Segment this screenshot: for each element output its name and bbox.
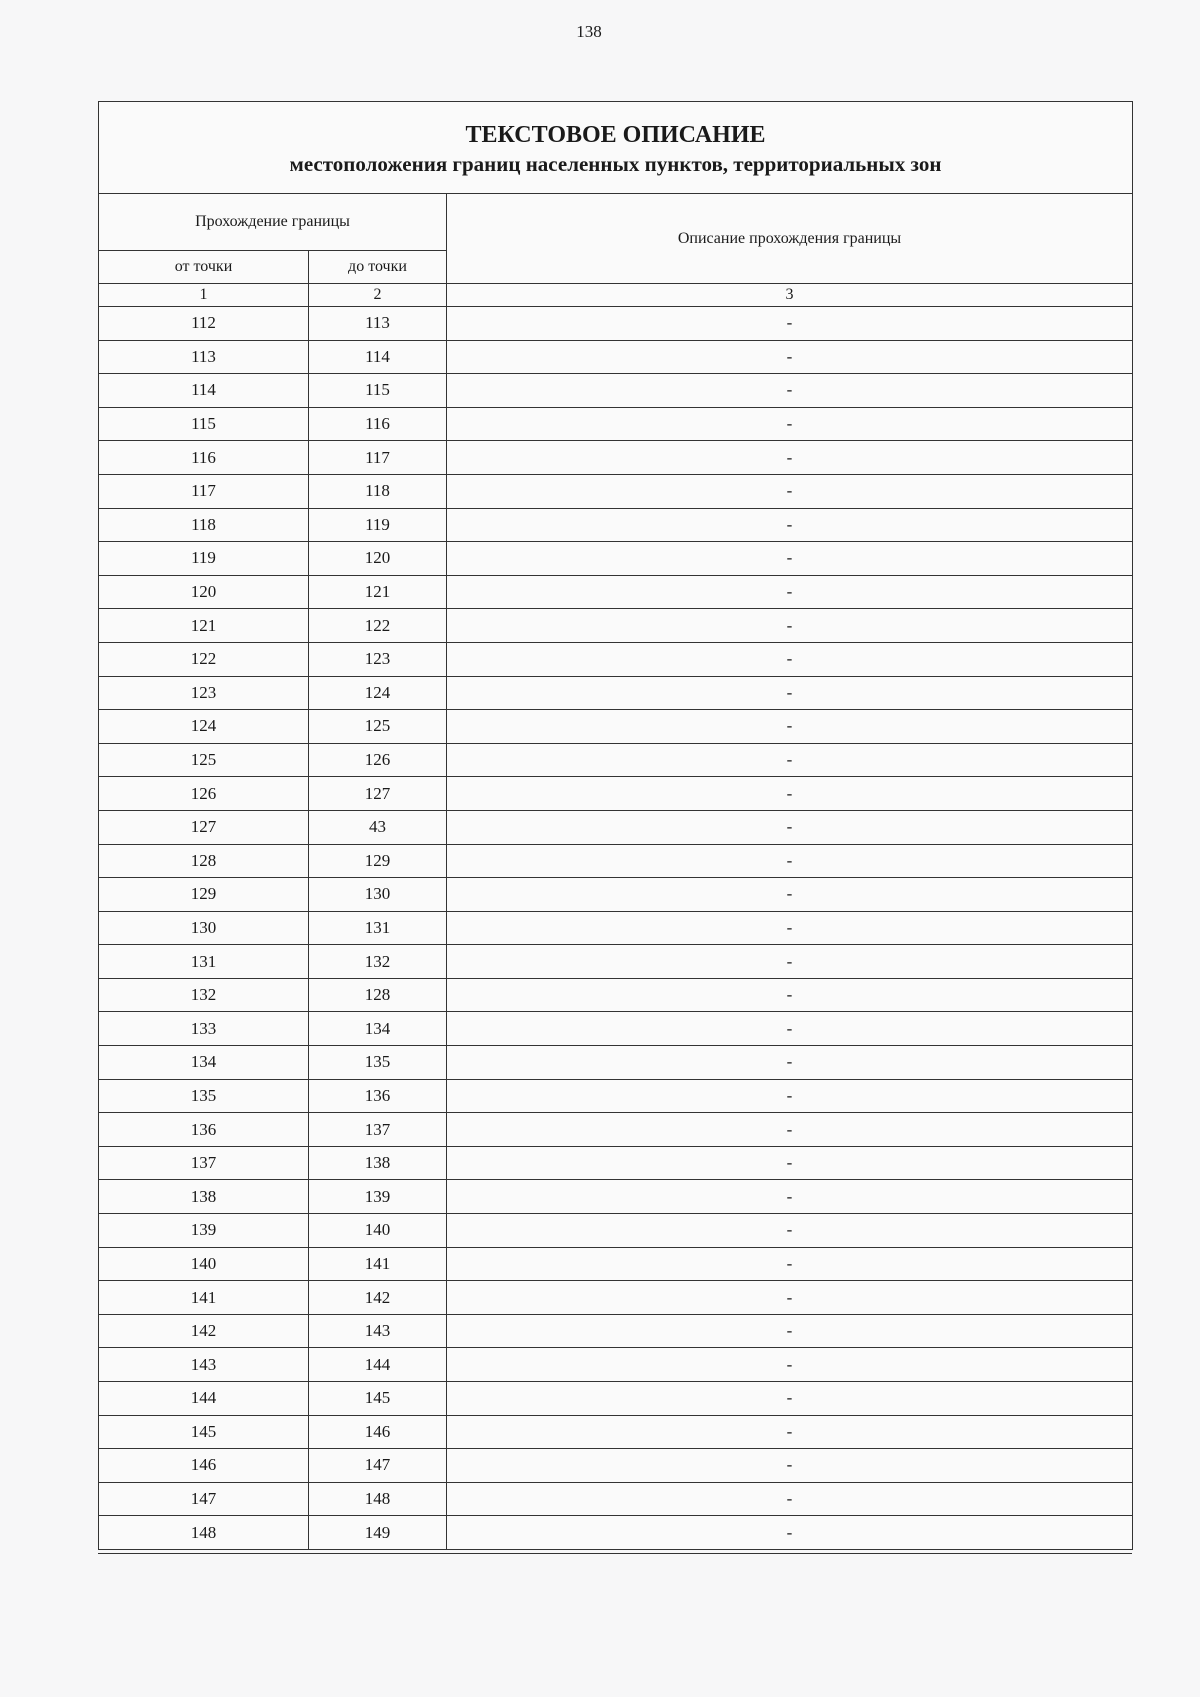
- description-cell: -: [447, 1113, 1133, 1147]
- header-col-number-2: 2: [309, 284, 447, 307]
- table-row: [99, 1314, 1133, 1348]
- from-point-cell: 147: [99, 1482, 309, 1516]
- page-number: 138: [576, 22, 602, 41]
- description-cell: -: [447, 676, 1133, 710]
- description-cell: -: [447, 1449, 1133, 1483]
- description-cell: -: [447, 407, 1133, 441]
- table-row: [99, 1079, 1133, 1113]
- from-point-cell: 133: [99, 1012, 309, 1046]
- description-cell: -: [447, 1247, 1133, 1281]
- from-point-cell: 143: [99, 1348, 309, 1382]
- from-point-cell: 123: [99, 676, 309, 710]
- from-point-cell: 126: [99, 777, 309, 811]
- from-point-cell: 135: [99, 1079, 309, 1113]
- to-point-cell: 147: [309, 1449, 447, 1483]
- table-row: [99, 1449, 1133, 1483]
- from-point-cell: 130: [99, 911, 309, 945]
- table-row: [99, 1516, 1133, 1550]
- table-row: [99, 609, 1133, 643]
- table-row: [99, 575, 1133, 609]
- table-row: [99, 945, 1133, 979]
- table-row: [99, 844, 1133, 878]
- to-point-cell: 127: [309, 777, 447, 811]
- description-cell: -: [447, 878, 1133, 912]
- description-cell: -: [447, 474, 1133, 508]
- table-row: [99, 1247, 1133, 1281]
- description-cell: -: [447, 374, 1133, 408]
- to-point-cell: 144: [309, 1348, 447, 1382]
- table-row: [99, 710, 1133, 744]
- from-point-cell: 142: [99, 1314, 309, 1348]
- from-point-cell: 129: [99, 878, 309, 912]
- to-point-cell: 138: [309, 1146, 447, 1180]
- table-row: [99, 340, 1133, 374]
- to-point-cell: 113: [309, 307, 447, 341]
- to-point-cell: 129: [309, 844, 447, 878]
- to-point-cell: 149: [309, 1516, 447, 1550]
- description-cell: -: [447, 1146, 1133, 1180]
- to-point-cell: 114: [309, 340, 447, 374]
- to-point-cell: 137: [309, 1113, 447, 1147]
- to-point-cell: 123: [309, 642, 447, 676]
- table-row: [99, 474, 1133, 508]
- description-cell: -: [447, 542, 1133, 576]
- header-from-point: от точки: [99, 251, 309, 284]
- table-double-bottom-line: [98, 1553, 1132, 1554]
- to-point-cell: 122: [309, 609, 447, 643]
- to-point-cell: 121: [309, 575, 447, 609]
- from-point-cell: 145: [99, 1415, 309, 1449]
- description-cell: -: [447, 777, 1133, 811]
- from-point-cell: 134: [99, 1046, 309, 1080]
- description-cell: -: [447, 1382, 1133, 1416]
- table-row: [99, 1281, 1133, 1315]
- table-row: [99, 374, 1133, 408]
- from-point-cell: 141: [99, 1281, 309, 1315]
- from-point-cell: 140: [99, 1247, 309, 1281]
- table-row: [99, 676, 1133, 710]
- description-cell: -: [447, 743, 1133, 777]
- from-point-cell: 127: [99, 810, 309, 844]
- to-point-cell: 131: [309, 911, 447, 945]
- table-row: [99, 878, 1133, 912]
- table-row: [99, 1046, 1133, 1080]
- description-cell: -: [447, 1012, 1133, 1046]
- header-description: Описание прохождения границы: [447, 194, 1133, 284]
- table-row: [99, 911, 1133, 945]
- from-point-cell: 148: [99, 1516, 309, 1550]
- to-point-cell: 43: [309, 810, 447, 844]
- header-col-number-3: 3: [447, 284, 1133, 307]
- to-point-cell: 116: [309, 407, 447, 441]
- table-row: [99, 978, 1133, 1012]
- to-point-cell: 140: [309, 1214, 447, 1248]
- description-cell: -: [447, 441, 1133, 475]
- from-point-cell: 128: [99, 844, 309, 878]
- to-point-cell: 118: [309, 474, 447, 508]
- description-cell: -: [447, 810, 1133, 844]
- description-cell: -: [447, 1281, 1133, 1315]
- from-point-cell: 116: [99, 441, 309, 475]
- table-title-cell: [99, 102, 1133, 194]
- description-cell: -: [447, 1079, 1133, 1113]
- table-row: [99, 508, 1133, 542]
- to-point-cell: 125: [309, 710, 447, 744]
- to-point-cell: 146: [309, 1415, 447, 1449]
- table-row: [99, 1012, 1133, 1046]
- from-point-cell: 118: [99, 508, 309, 542]
- to-point-cell: 139: [309, 1180, 447, 1214]
- to-point-cell: 136: [309, 1079, 447, 1113]
- from-point-cell: 119: [99, 542, 309, 576]
- description-cell: -: [447, 1516, 1133, 1550]
- from-point-cell: 132: [99, 978, 309, 1012]
- to-point-cell: 135: [309, 1046, 447, 1080]
- description-cell: -: [447, 1214, 1133, 1248]
- from-point-cell: 122: [99, 642, 309, 676]
- from-point-cell: 125: [99, 743, 309, 777]
- description-cell: -: [447, 945, 1133, 979]
- to-point-cell: 143: [309, 1314, 447, 1348]
- table-row: [99, 1482, 1133, 1516]
- from-point-cell: 113: [99, 340, 309, 374]
- to-point-cell: 148: [309, 1482, 447, 1516]
- description-cell: -: [447, 1046, 1133, 1080]
- table-row: [99, 1348, 1133, 1382]
- description-cell: -: [447, 1314, 1133, 1348]
- description-cell: -: [447, 340, 1133, 374]
- table-body: [99, 307, 1133, 1550]
- from-point-cell: 112: [99, 307, 309, 341]
- from-point-cell: 120: [99, 575, 309, 609]
- to-point-cell: 119: [309, 508, 447, 542]
- description-cell: -: [447, 609, 1133, 643]
- table-row: [99, 542, 1133, 576]
- table-row: [99, 307, 1133, 341]
- to-point-cell: 128: [309, 978, 447, 1012]
- description-cell: -: [447, 844, 1133, 878]
- header-col-number-1: 1: [99, 284, 309, 307]
- description-cell: -: [447, 1415, 1133, 1449]
- header-boundary-passage: Прохождение границы: [99, 194, 447, 251]
- description-cell: -: [447, 1180, 1133, 1214]
- table-row: [99, 743, 1133, 777]
- to-point-cell: 130: [309, 878, 447, 912]
- description-cell: -: [447, 575, 1133, 609]
- description-cell: -: [447, 1348, 1133, 1382]
- table-row: [99, 777, 1133, 811]
- to-point-cell: 142: [309, 1281, 447, 1315]
- from-point-cell: 136: [99, 1113, 309, 1147]
- from-point-cell: 121: [99, 609, 309, 643]
- to-point-cell: 126: [309, 743, 447, 777]
- to-point-cell: 124: [309, 676, 447, 710]
- to-point-cell: 132: [309, 945, 447, 979]
- from-point-cell: 124: [99, 710, 309, 744]
- table-row: [99, 1382, 1133, 1416]
- to-point-cell: 145: [309, 1382, 447, 1416]
- description-cell: -: [447, 710, 1133, 744]
- description-cell: -: [447, 1482, 1133, 1516]
- table-row: [99, 441, 1133, 475]
- from-point-cell: 146: [99, 1449, 309, 1483]
- boundary-description-table: [98, 101, 1133, 1550]
- to-point-cell: 115: [309, 374, 447, 408]
- table-row: [99, 407, 1133, 441]
- document-title: ТЕКСТОВОЕ ОПИСАНИЕ: [465, 121, 766, 148]
- table-row: [99, 1113, 1133, 1147]
- header-to-point: до точки: [309, 251, 447, 284]
- table-row: [99, 810, 1133, 844]
- to-point-cell: 141: [309, 1247, 447, 1281]
- to-point-cell: 134: [309, 1012, 447, 1046]
- description-cell: -: [447, 911, 1133, 945]
- from-point-cell: 115: [99, 407, 309, 441]
- table-row: [99, 642, 1133, 676]
- from-point-cell: 138: [99, 1180, 309, 1214]
- table-row: [99, 1415, 1133, 1449]
- table-row: [99, 1146, 1133, 1180]
- to-point-cell: 120: [309, 542, 447, 576]
- from-point-cell: 114: [99, 374, 309, 408]
- from-point-cell: 144: [99, 1382, 309, 1416]
- description-cell: -: [447, 642, 1133, 676]
- description-cell: -: [447, 307, 1133, 341]
- to-point-cell: 117: [309, 441, 447, 475]
- description-cell: -: [447, 978, 1133, 1012]
- table-row: [99, 1180, 1133, 1214]
- from-point-cell: 137: [99, 1146, 309, 1180]
- from-point-cell: 139: [99, 1214, 309, 1248]
- from-point-cell: 131: [99, 945, 309, 979]
- table-row: [99, 1214, 1133, 1248]
- document-subtitle: местоположения границ населенных пунктов, территориальных зон: [289, 151, 942, 176]
- from-point-cell: 117: [99, 474, 309, 508]
- description-cell: -: [447, 508, 1133, 542]
